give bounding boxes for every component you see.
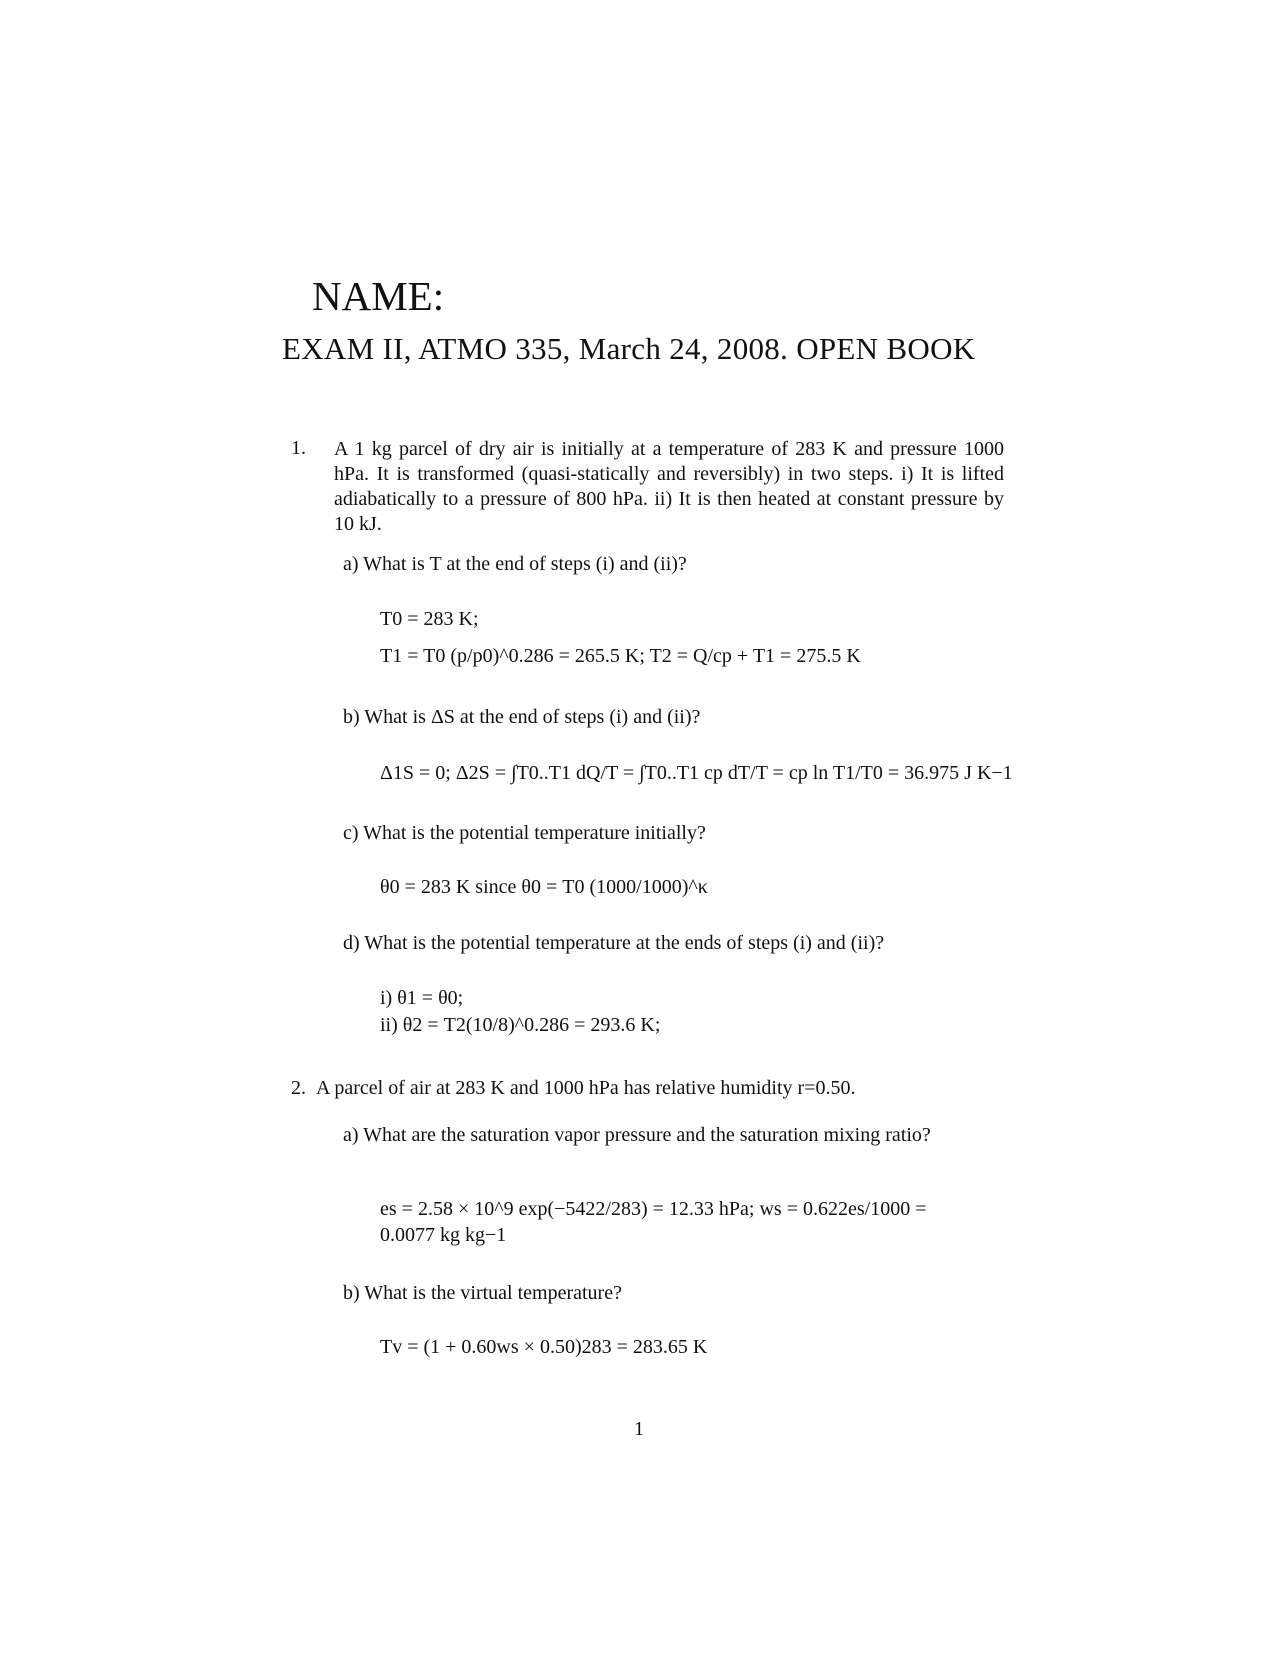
q1-b-question: b) What is ΔS at the end of steps (i) and (ii)?	[343, 706, 701, 728]
q1-d-question: d) What is the potential temperature at the ends of steps (i) and (ii)?	[343, 932, 885, 954]
q2-a-answer-1: es = 2.58 × 10^9 exp(−5422/283) = 12.33 hPa; ws = 0.622es/1000 =	[380, 1198, 927, 1220]
q1-d-answer-1: i) θ1 = θ0;	[380, 987, 464, 1009]
q1-a-answer-1: T0 = 283 K;	[380, 608, 479, 630]
page-number: 1	[634, 1418, 644, 1440]
q2-number: 2.	[291, 1077, 306, 1099]
q2-text: A parcel of air at 283 K and 1000 hPa has relative humidity r=0.50.	[316, 1077, 856, 1099]
q1-c-question: c) What is the potential temperature initially?	[343, 822, 706, 844]
q2-b-question: b) What is the virtual temperature?	[343, 1282, 622, 1304]
q1-number: 1.	[291, 437, 306, 459]
q1-b-answer: Δ1S = 0; Δ2S = ∫T0..T1 dQ/T = ∫T0..T1 cp dT/T = cp ln T1/T0 = 36.975 J K−1	[380, 762, 1013, 784]
q1-text: A 1 kg parcel of dry air is initially at a temperature of 283 K and pressure 1000 hPa. It is transformed (quasi-statically and reversibly) in two steps. i) It is lifted adiabatically to a pressure of 800 hPa. ii) It is then heated at constant pressure by 10 kJ.	[334, 438, 1004, 535]
q2-a-answer-2: 0.0077 kg kg−1	[380, 1224, 507, 1246]
q1-a-question: a) What is T at the end of steps (i) and (ii)?	[343, 553, 687, 575]
q1-c-answer: θ0 = 283 K since θ0 = T0 (1000/1000)^κ	[380, 876, 708, 898]
q1-d-answer-2: ii) θ2 = T2(10/8)^0.286 = 293.6 K;	[380, 1014, 661, 1036]
q1-a-answer-2: T1 = T0 (p/p0)^0.286 = 265.5 K; T2 = Q/cp + T1 = 275.5 K	[380, 645, 861, 667]
exam-title: EXAM II, ATMO 335, March 24, 2008. OPEN BOOK	[282, 331, 976, 366]
name-label: NAME:	[312, 273, 445, 319]
q2-a-question: a) What are the saturation vapor pressure and the saturation mixing ratio?	[343, 1124, 931, 1146]
q2-b-answer: Tv = (1 + 0.60ws × 0.50)283 = 283.65 K	[380, 1336, 708, 1358]
